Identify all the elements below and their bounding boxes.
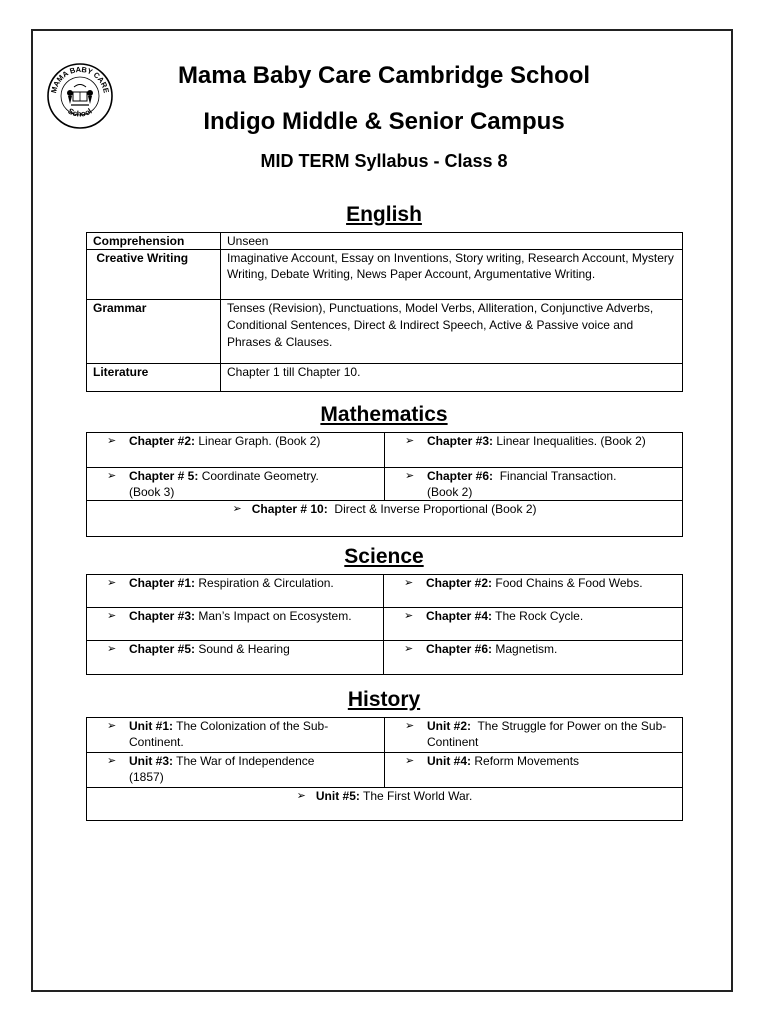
table-row bbox=[87, 468, 683, 501]
logo-bottom-text: School bbox=[66, 106, 94, 119]
row-label: Comprehension bbox=[87, 233, 221, 250]
arrow-bullet-icon: ➢ bbox=[107, 470, 117, 482]
list-item: ➢ Chapter #6: Magnetism. bbox=[384, 641, 683, 675]
list-item: ➢ Chapter #3: Man’s Impact on Ecosystem. bbox=[87, 608, 384, 641]
arrow-bullet-icon: ➢ bbox=[107, 755, 117, 767]
table-row bbox=[87, 575, 683, 608]
row-content: Tenses (Revision), Punctuations, Model Verbs, Alliteration, Conjunctive Adverbs, Conditional Sentences, Direct & Indirect Speech, Active & Passive voice and Phrases & Clauses. bbox=[221, 300, 683, 364]
table-row bbox=[87, 718, 683, 753]
mathematics-title: Mathematics bbox=[320, 403, 448, 426]
table-row bbox=[87, 788, 683, 821]
english-table bbox=[86, 232, 683, 392]
list-item: ➢ Chapter #6: Financial Transaction. (Book 2) bbox=[385, 468, 683, 501]
row-content: Unseen bbox=[221, 233, 683, 250]
table-row bbox=[87, 233, 683, 250]
arrow-bullet-icon: ➢ bbox=[405, 470, 415, 482]
arrow-bullet-icon: ➢ bbox=[405, 720, 415, 732]
row-content: Chapter 1 till Chapter 10. bbox=[221, 364, 683, 392]
list-item: ➢ Chapter # 10: Direct & Inverse Proportional (Book 2) bbox=[87, 501, 683, 537]
logo-top-text: MAMA BABY CARE bbox=[49, 64, 111, 94]
list-item: ➢ Unit #3: The War of Independence (1857) bbox=[87, 753, 385, 788]
school-name: Mama Baby Care Cambridge School bbox=[177, 62, 591, 89]
arrow-bullet-icon: ➢ bbox=[404, 643, 414, 655]
science-table bbox=[86, 574, 683, 675]
science-title: Science bbox=[344, 545, 424, 568]
arrow-bullet-icon: ➢ bbox=[296, 790, 306, 802]
list-item: ➢ Unit #2: The Struggle for Power on the Sub-Continent bbox=[385, 718, 683, 753]
table-row bbox=[87, 433, 683, 468]
list-item: ➢ Chapter #2: Food Chains & Food Webs. bbox=[384, 575, 683, 608]
table-row bbox=[87, 753, 683, 788]
arrow-bullet-icon: ➢ bbox=[405, 435, 415, 447]
campus-name: Indigo Middle & Senior Campus bbox=[203, 108, 565, 135]
list-item: ➢ Unit #5: The First World War. bbox=[87, 788, 683, 821]
table-row bbox=[87, 250, 683, 300]
arrow-bullet-icon: ➢ bbox=[107, 577, 117, 589]
list-item: ➢ Chapter #5: Sound & Hearing bbox=[87, 641, 384, 675]
arrow-bullet-icon: ➢ bbox=[404, 610, 414, 622]
arrow-bullet-icon: ➢ bbox=[107, 435, 117, 447]
table-row bbox=[87, 501, 683, 537]
history-table bbox=[86, 717, 683, 821]
list-item: ➢ Chapter #1: Respiration & Circulation. bbox=[87, 575, 384, 608]
syllabus-title: MID TERM Syllabus - Class 8 bbox=[260, 151, 508, 171]
english-title: English bbox=[346, 203, 422, 226]
row-label: Grammar bbox=[87, 300, 221, 364]
arrow-bullet-icon: ➢ bbox=[405, 755, 415, 767]
row-content: Imaginative Account, Essay on Inventions, Story writing, Research Account, Mystery Writing, Debate Writing, News Paper Account, Argumentative Writing. bbox=[221, 250, 683, 300]
arrow-bullet-icon: ➢ bbox=[107, 643, 117, 655]
list-item: ➢ Chapter #2: Linear Graph. (Book 2) bbox=[87, 433, 385, 468]
list-item: ➢ Unit #1: The Colonization of the Sub-Continent. bbox=[87, 718, 385, 753]
table-row bbox=[87, 608, 683, 641]
row-label: Literature bbox=[87, 364, 221, 392]
list-item: ➢ Chapter # 5: Coordinate Geometry. (Book 3) bbox=[87, 468, 385, 501]
arrow-bullet-icon: ➢ bbox=[232, 503, 242, 515]
arrow-bullet-icon: ➢ bbox=[107, 610, 117, 622]
row-label: Creative Writing bbox=[87, 250, 221, 300]
arrow-bullet-icon: ➢ bbox=[107, 720, 117, 732]
table-row bbox=[87, 641, 683, 675]
table-row bbox=[87, 364, 683, 392]
list-item: ➢ Chapter #4: The Rock Cycle. bbox=[384, 608, 683, 641]
table-row bbox=[87, 300, 683, 364]
arrow-bullet-icon: ➢ bbox=[404, 577, 414, 589]
history-title: History bbox=[347, 688, 421, 711]
list-item: ➢ Chapter #3: Linear Inequalities. (Book 2) bbox=[385, 433, 683, 468]
list-item: ➢ Unit #4: Reform Movements bbox=[385, 753, 683, 788]
mathematics-table bbox=[86, 432, 683, 537]
